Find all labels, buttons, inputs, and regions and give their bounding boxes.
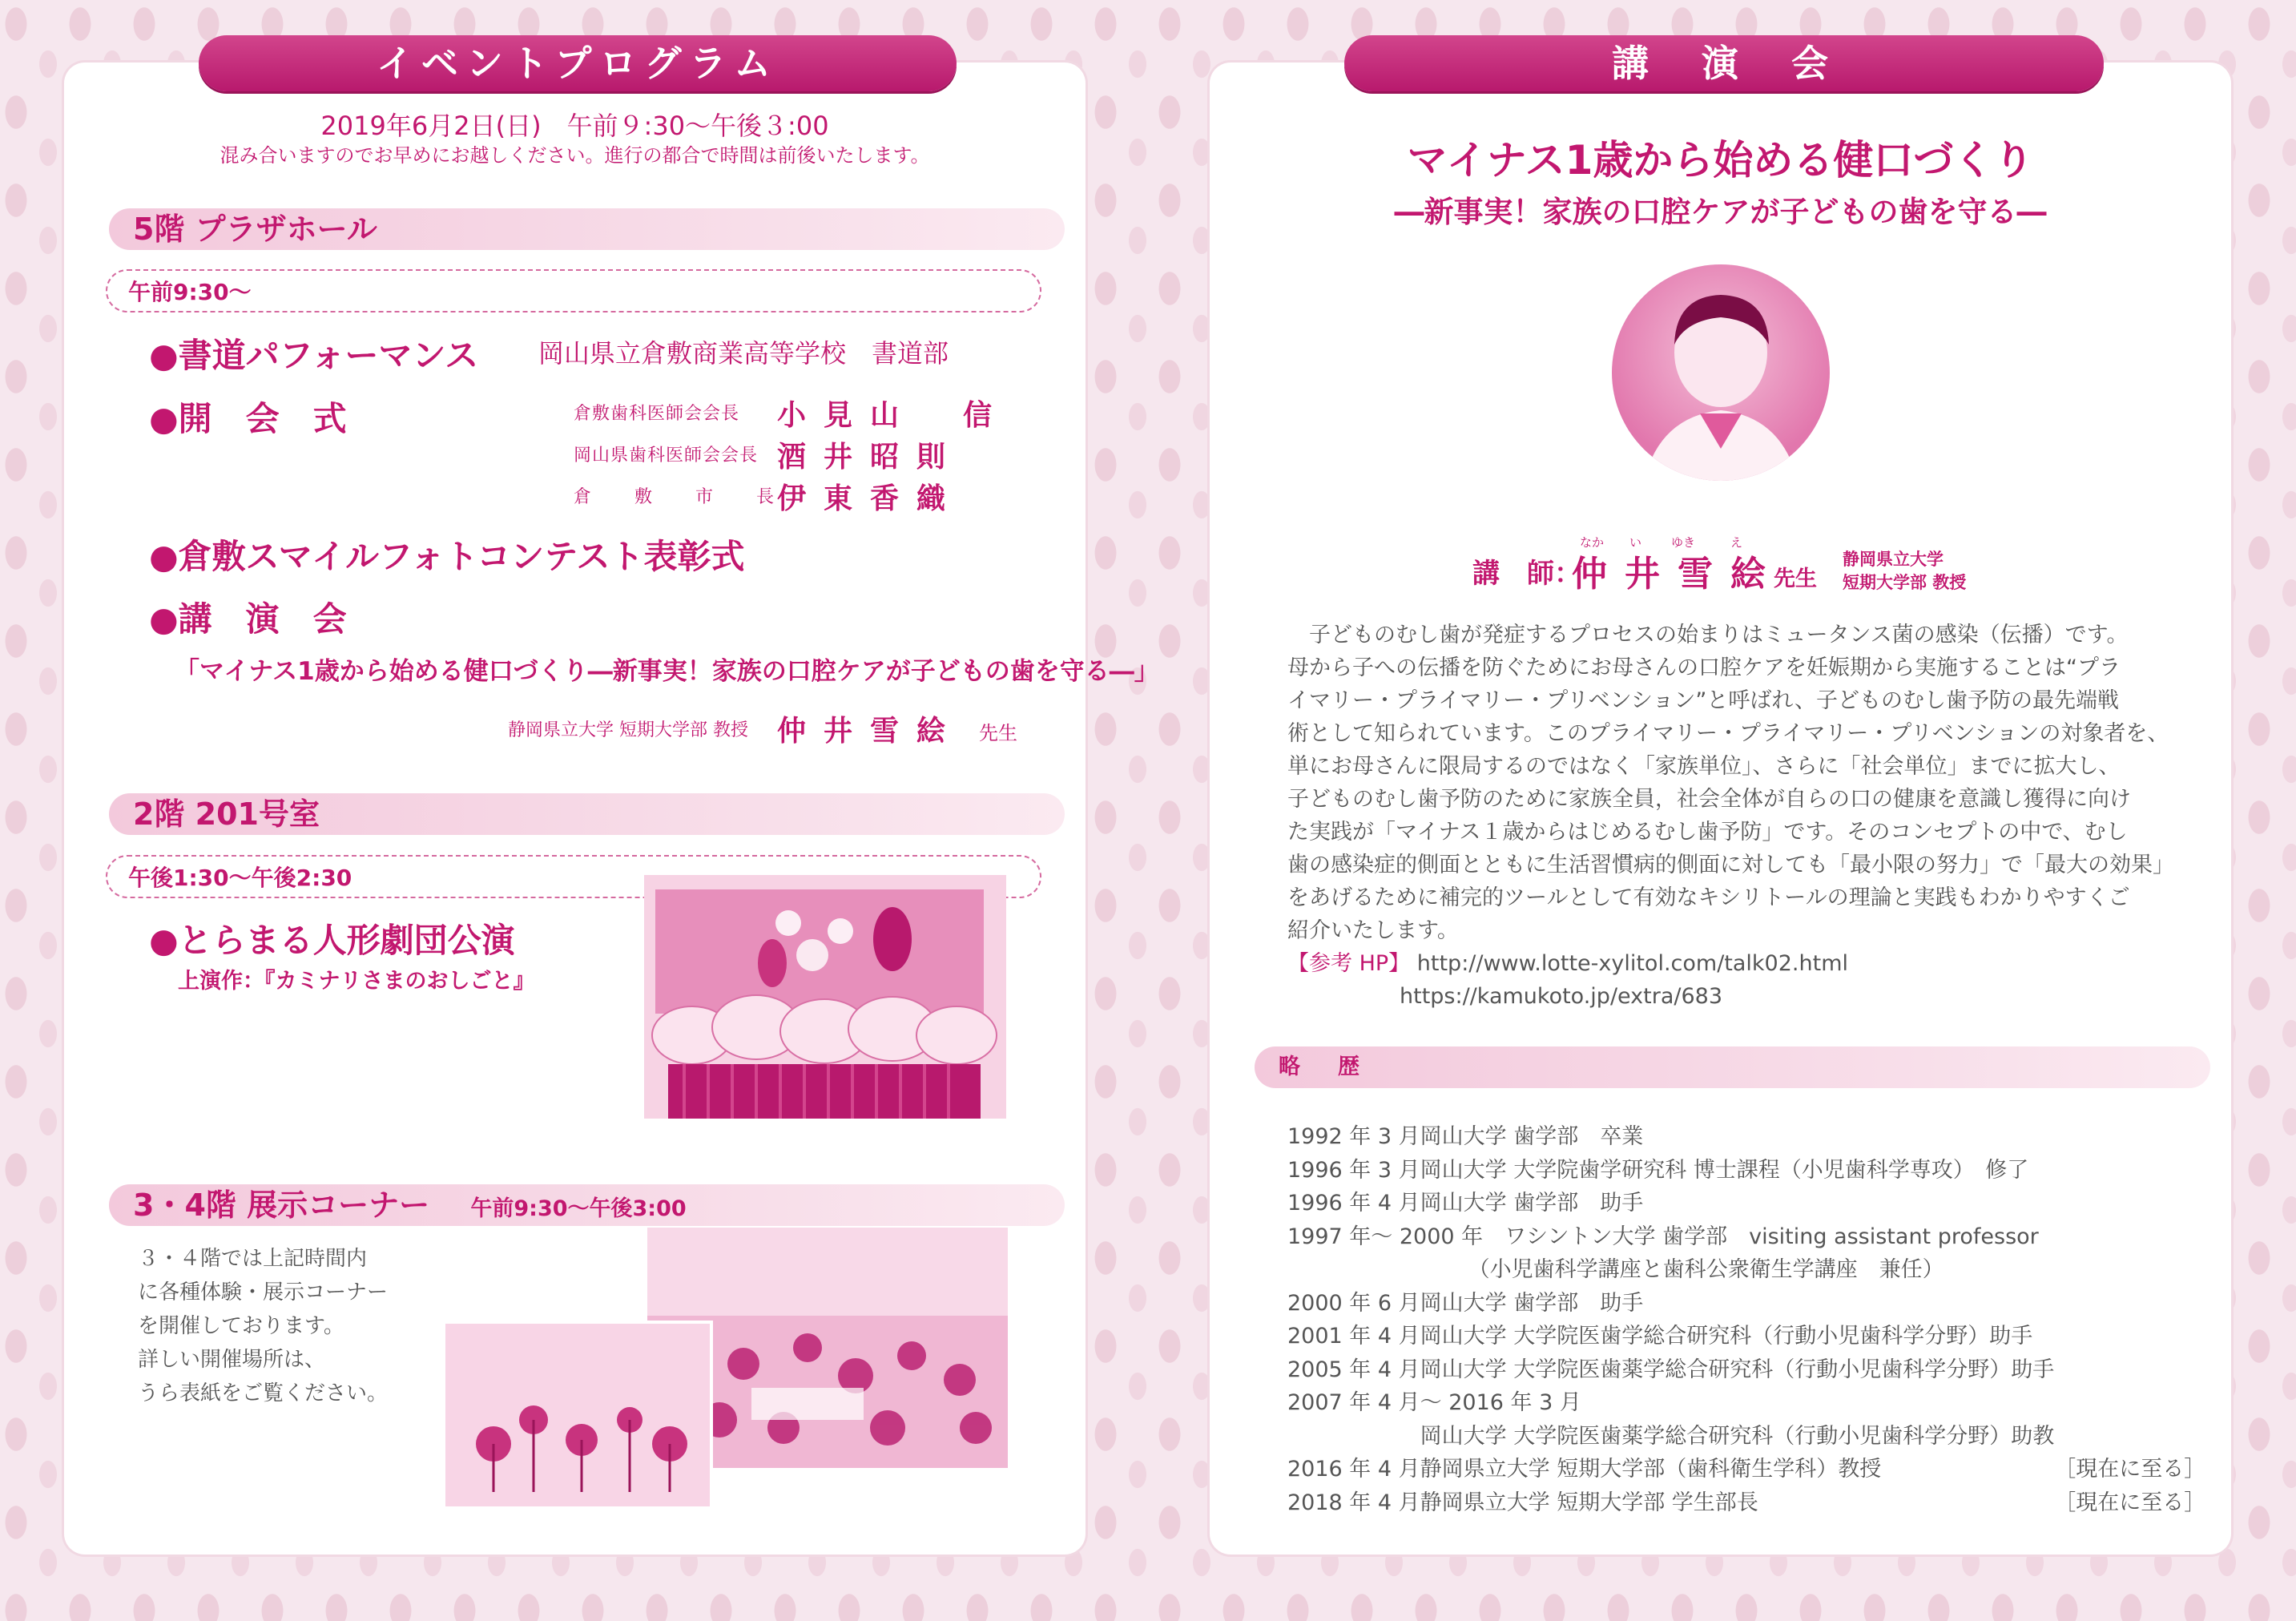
speaker-affiliation-1: 静岡県立大学: [1843, 550, 1944, 569]
reference-label: 【参考 HP】: [1287, 951, 1411, 976]
opening-role-3: 倉 敷 市 長: [574, 487, 787, 507]
exhibit-desc-line: に各種体験・展示コーナー: [138, 1280, 389, 1304]
speaker-portrait: [1612, 264, 1830, 481]
lecture-body: [1287, 619, 2174, 1013]
lecture-main-subtitle: ―新事実！家族の口腔ケアが子どもの歯を守る―: [1394, 195, 2047, 229]
career-row: 2016 年 4 月 静岡県立大学 短期大学部（歯科衛生学科）教授 ［現在に至る］: [1287, 1457, 2206, 1482]
speaker-honorific: 先生: [1774, 567, 1817, 591]
career-row: 2018 年 4 月 静岡県立大学 短期大学部 学生部長 ［現在に至る］: [1287, 1490, 2206, 1515]
speaker-name: 仲井雪絵: [1572, 554, 1783, 595]
section-3-4f-title: 3・4階 展示コーナー: [133, 1188, 430, 1223]
opening-name-2: 酒井昭則: [777, 441, 964, 474]
lecture-affiliation: 静岡県立大学 短期大学部 教授: [508, 720, 748, 740]
career-row: 岡山大学 大学院医歯薬学総合研究科（行動小児歯科学分野）助教: [1420, 1423, 2055, 1449]
event-program-banner: イベントプログラム: [199, 35, 957, 91]
speaker-portrait-illustration: [1612, 264, 1830, 481]
body-line: た実践が「マイナス１歳からはじめるむし歯予防」です。そのコンセプトの中で、むし: [1287, 820, 2128, 845]
body-line: 子どものむし歯が発症するプロセスの始まりはミュータンス菌の感染（伝播）です。: [1287, 623, 2129, 647]
career-table: [1287, 1119, 2205, 1518]
body-line: 単にお母さんに限局するのではなく「家族単位」、さらに「社会単位」までに拡大し、: [1287, 754, 2121, 779]
reference-url-1[interactable]: http://www.lotte-xylitol.com/talk02.html: [1416, 951, 1848, 976]
section-3-4f-time: 午前9:30〜午後3:00: [470, 1196, 687, 1221]
reference-row: [1287, 947, 2174, 980]
puppet-stage-illustration: [644, 875, 1006, 1119]
exhibit-desc-line: うら表紙をご覧ください。: [138, 1381, 389, 1405]
lecture-speaker: 仲井雪絵: [777, 715, 964, 748]
lecture-main-title: マイナス1歳から始める健口づくり: [1407, 137, 2034, 183]
career-row: 1996 年 3 月 岡山大学 大学院歯学研究科 博士課程（小児歯科学専攻） 修了: [1287, 1157, 2029, 1183]
flower-display-illustration: [445, 1324, 710, 1506]
exhibit-photo-flowers: [442, 1321, 713, 1510]
speaker-ruby-4: え: [1730, 535, 1743, 550]
event-date: 2019年6月2日(日) 午前９:30〜午後３:00: [320, 111, 829, 141]
event-notice: 混み合いますのでお早めにお越しください。進行の都合で時間は前後いたします。: [220, 144, 930, 167]
career-row: （小児歯科学講座と歯科公衆衛生学講座 兼任）: [1468, 1257, 1944, 1282]
reference-url-2[interactable]: https://kamukoto.jp/extra/683: [1400, 984, 1723, 1009]
time-5f: 午前9:30〜: [106, 269, 1041, 313]
opening-role-2: 岡山県歯科医師会会長: [574, 446, 759, 466]
section-3-4f-exhibit: [109, 1184, 1065, 1226]
career-date: 1997 年〜 2000 年: [1287, 1224, 1484, 1249]
speaker-affiliation-2: 短期大学部 教授: [1843, 573, 1967, 592]
calligraphy-org: 岡山県立倉敷商業高等学校 書道部: [538, 338, 949, 369]
career-row: [1287, 1219, 2205, 1252]
speaker-ruby-2: い: [1629, 535, 1642, 550]
career-row: 1992 年 3 月 岡山大学 歯学部 卒業: [1287, 1124, 1644, 1149]
body-line: 子どものむし歯予防のために家族全員，社会全体が自らの口の健康を意識し獲得に向け: [1287, 787, 2131, 812]
career-header: 略 歴: [1255, 1046, 2210, 1088]
body-line: をあげるために補完的ツールとして有効なキシリトールの理論と実践もわかりやすくご: [1287, 885, 2130, 910]
puppet-show-photo: [644, 875, 1006, 1119]
lecture-honorific: 先生: [979, 722, 1017, 744]
opening-role-1: 倉敷歯科医師会会長: [574, 404, 740, 424]
exhibit-desc-line: ３・４階では上記時間内: [138, 1247, 368, 1271]
section-5f-plaza-hall: 5階 プラザホール: [109, 208, 1065, 250]
exhibit-desc-line: 詳しい開催場所は、: [138, 1348, 326, 1372]
photo-contest-title: ●倉敷スマイルフォトコンテスト表彰式: [149, 537, 745, 576]
career-row: 2000 年 6 月 岡山大学 歯学部 助手: [1287, 1290, 1644, 1316]
career-text: ワシントン大学 歯学部 visiting assistant professor: [1504, 1224, 2039, 1249]
time-2f: 午後1:30〜午後2:30: [106, 855, 1041, 898]
speaker-label: 講 師：: [1472, 558, 1581, 590]
career-row: 1996 年 4 月 岡山大学 歯学部 助手: [1287, 1191, 1644, 1216]
opening-title: ●開 会 式: [149, 399, 347, 438]
calligraphy-title: ●書道パフォーマンス: [149, 336, 479, 375]
reference-row-2: [1287, 980, 2174, 1013]
body-line: 歯の感染症的側面とともに生活習慣病的側面に対しても「最小限の努力」で「最大の効果」: [1287, 853, 2174, 877]
opening-name-1: 小見山 信: [777, 399, 1010, 432]
lecture-subtitle: 「マイナス1歳から始める健口づくり―新事実！家族の口腔ケアが子どもの歯を守る―」: [175, 657, 1159, 686]
lecture-title: ●講 演 会: [149, 599, 347, 639]
body-line: 紹介いたします。: [1287, 918, 1459, 943]
body-line: イマリー・プライマリー・プリベンション”と呼ばれ、子どものむし歯予防の最先端戦: [1287, 688, 2119, 713]
puppet-show-play: 上演作：『カミナリさまのおしごと』: [178, 969, 535, 994]
speaker-ruby-3: ゆき: [1671, 535, 1696, 550]
opening-name-3: 伊東香織: [777, 482, 964, 515]
speaker-ruby-1: なか: [1580, 535, 1605, 550]
exhibit-desc-line: を開催しております。: [138, 1314, 344, 1338]
career-row: 2007 年 4 月〜 2016 年 3 月: [1287, 1390, 1581, 1415]
career-row: 2005 年 4 月 岡山大学 大学院医歯薬学総合研究科（行動小児歯科学分野）助手: [1287, 1357, 2055, 1382]
lecture-banner: 講 演 会: [1344, 35, 2104, 91]
exhibit-description: [138, 1242, 388, 1410]
body-line: 術として知られています。このプライマリー・プライマリー・プリベンションの対象者を、: [1287, 721, 2169, 746]
body-line: 母から子への伝播を防ぐためにお母さんの口腔ケアを妊娠期から実施することは“プラ: [1287, 655, 2121, 680]
section-2f-room-201: 2階 201号室: [109, 793, 1065, 835]
career-row: 2001 年 4 月 岡山大学 大学院医歯学総合研究科（行動小児歯科学分野）助手: [1287, 1324, 2033, 1349]
puppet-show-title: ●とらまる人形劇団公演: [149, 921, 515, 960]
